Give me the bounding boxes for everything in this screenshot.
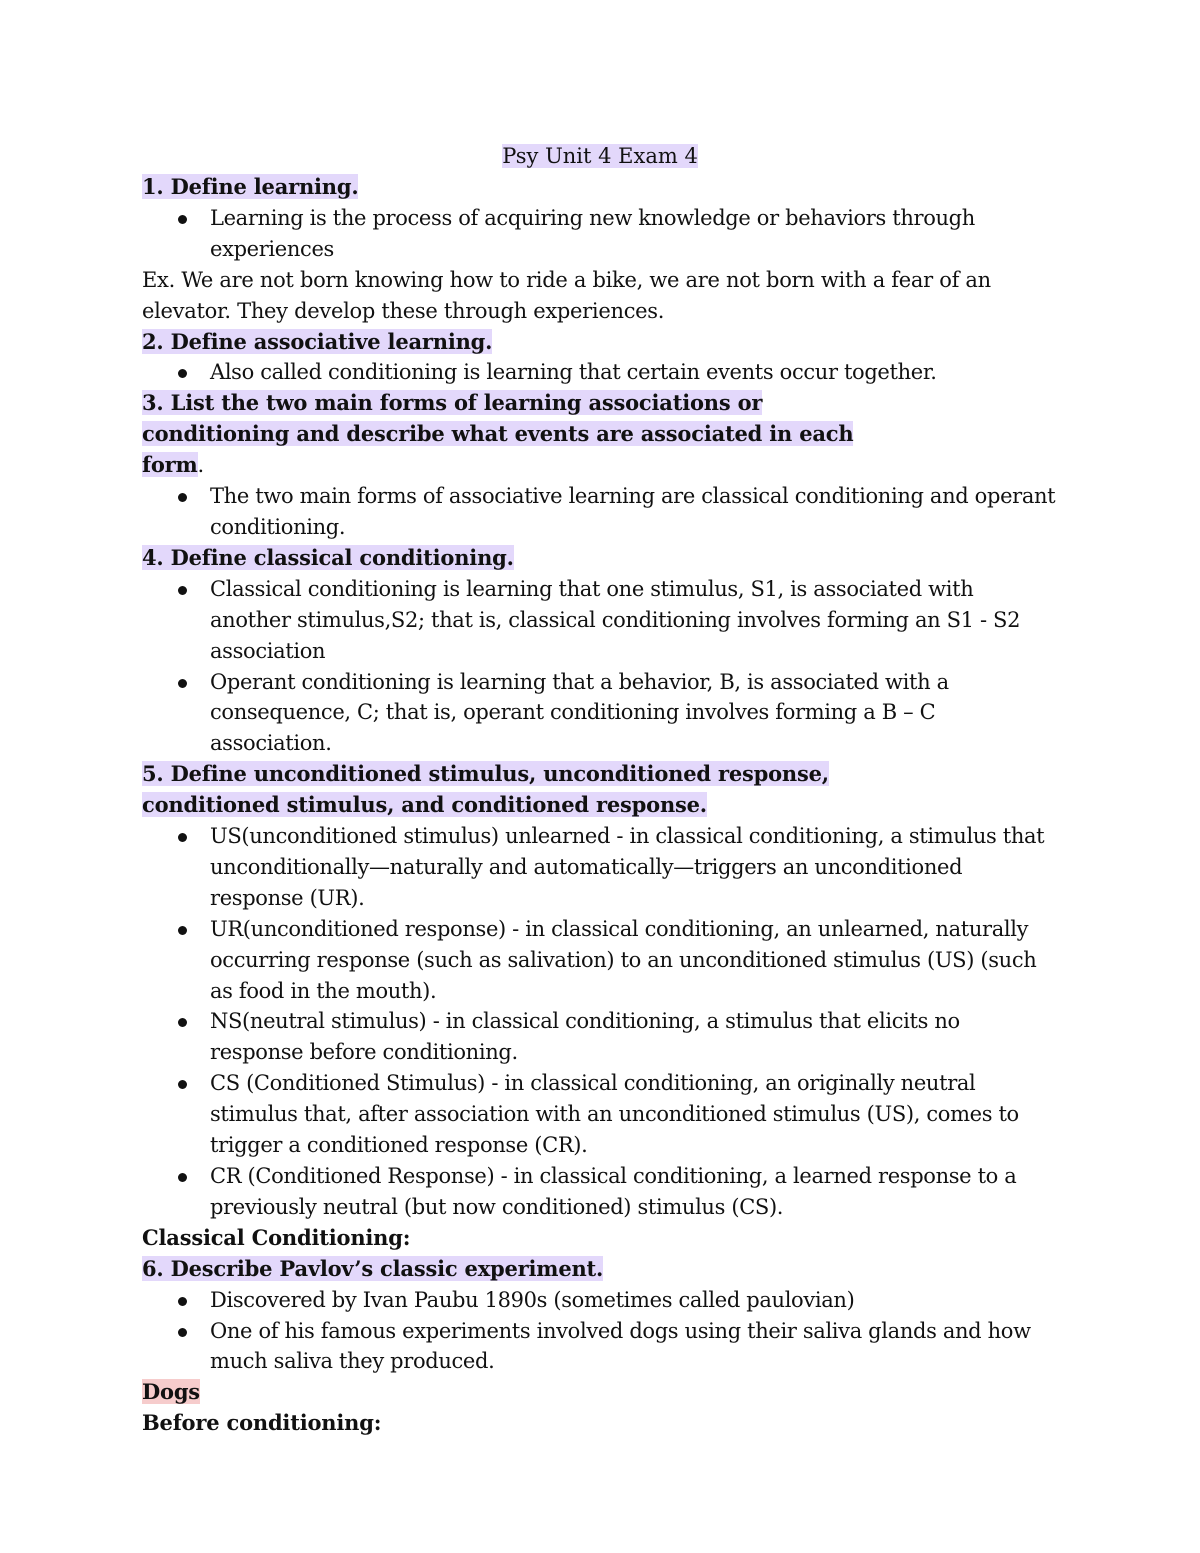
bullet-icon [178, 493, 187, 502]
dogs-label: Dogs [142, 1379, 200, 1405]
bullet-icon [178, 679, 187, 688]
question-3: 3. List the two main forms of learning associations or conditioning and describe what events are associated in each form. [142, 390, 854, 478]
list-item: Also called conditioning is learning that certain events occur together. [210, 357, 1058, 388]
list-item: One of his famous experiments involved dogs using their saliva glands and how much saliva they produced. [210, 1316, 1058, 1378]
answer-list-6 [142, 1285, 1058, 1378]
bullet-icon [178, 1173, 187, 1182]
question-1: 1. Define learning. [142, 174, 359, 199]
before-conditioning-label: Before conditioning: [142, 1410, 382, 1436]
list-item: NS(neutral stimulus) - in classical conditioning, a stimulus that elicits no response before conditioning. [210, 1006, 1058, 1068]
bullet-icon [178, 215, 187, 224]
list-item: The two main forms of associative learning are classical conditioning and operant conditioning. [210, 481, 1058, 543]
bullet-icon [178, 926, 187, 935]
question-5: 5. Define unconditioned stimulus, unconditioned response, conditioned stimulus, and conditioned response. [142, 761, 829, 818]
bullet-icon [178, 1018, 187, 1027]
list-item: Learning is the process of acquiring new knowledge or behaviors through experiences [210, 203, 1058, 265]
bullet-icon [178, 833, 187, 842]
answer-list-5 [142, 821, 1058, 1223]
bullet-icon [178, 1328, 187, 1337]
bullet-icon [178, 1080, 187, 1089]
page-title: Psy Unit 4 Exam 4 [502, 144, 698, 168]
bullet-icon [178, 586, 187, 595]
bullet-icon [178, 1297, 187, 1306]
example-text: Ex. We are not born knowing how to ride a bike, we are not born with a fear of an elevator. They develop these through experiences. [142, 267, 991, 323]
section-label-classical: Classical Conditioning: [142, 1224, 411, 1250]
bullet-icon [178, 369, 187, 378]
list-item: UR(unconditioned response) - in classical conditioning, an unlearned, naturally occurring response (such as salivation) to an unconditioned stimulus (US) (such as food in the mouth). [210, 914, 1058, 1007]
list-item: Classical conditioning is learning that one stimulus, S1, is associated with another stimulus,S2; that is, classical conditioning involves forming an S1 - S2 association [210, 574, 1058, 667]
list-item: CR (Conditioned Response) - in classical conditioning, a learned response to a previously neutral (but now conditioned) stimulus (CS). [210, 1161, 1058, 1223]
answer-list-3 [142, 481, 1058, 543]
question-6: 6. Describe Pavlov’s classic experiment. [142, 1255, 604, 1281]
list-item: CS (Conditioned Stimulus) - in classical conditioning, an originally neutral stimulus that, after association with an unconditioned stimulus (US), comes to trigger a conditioned response (CR). [210, 1068, 1058, 1161]
list-item: Operant conditioning is learning that a behavior, B, is associated with a consequence, C; that is, operant conditioning involves forming a B – C association. [210, 667, 1058, 760]
question-2: 2. Define associative learning. [142, 328, 493, 354]
question-4: 4. Define classical conditioning. [142, 544, 514, 570]
answer-list-1 [142, 203, 1058, 265]
answer-list-2 [142, 357, 1058, 388]
answer-list-4 [142, 574, 1058, 759]
list-item: US(unconditioned stimulus) unlearned - in classical conditioning, a stimulus that unconditionally—naturally and automatically—triggers an unconditioned response (UR). [210, 821, 1058, 914]
list-item: Discovered by Ivan Paubu 1890s (sometimes called paulovian) [210, 1285, 1058, 1316]
